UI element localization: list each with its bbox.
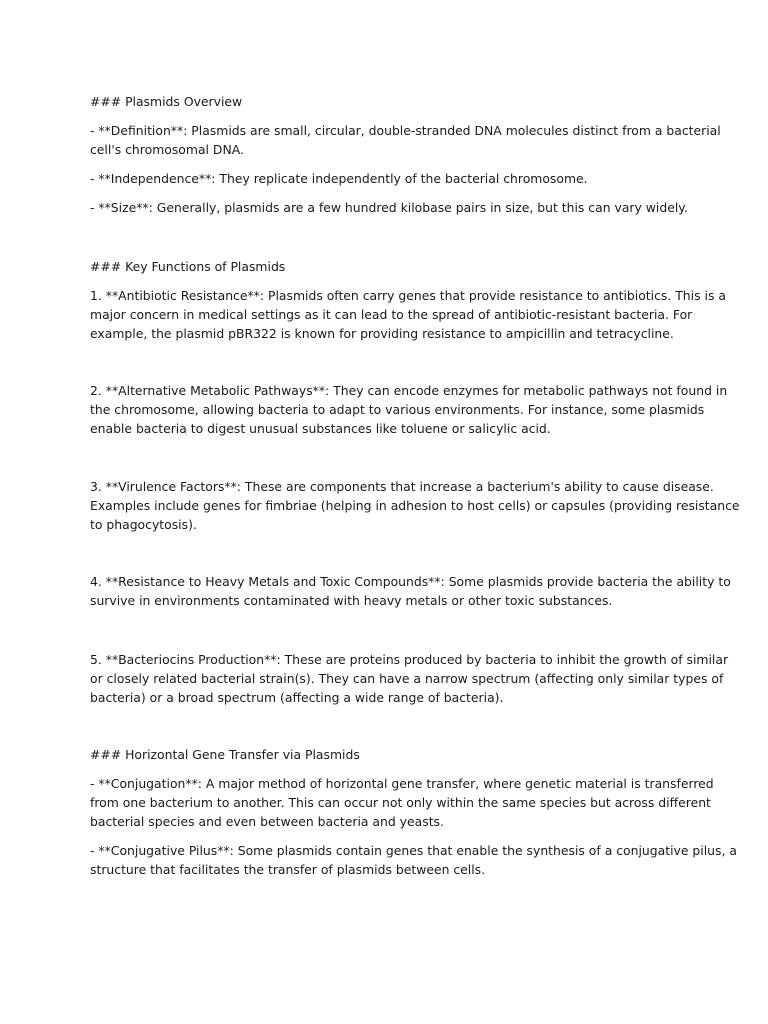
text-line: 1. **Antibiotic Resistance**: Plasmids often carry genes that provide resistance to antibiotics. This is a: [90, 288, 726, 303]
text-line: - **Size**: Generally, plasmids are a few hundred kilobase pairs in size, but this can vary widely.: [90, 200, 688, 215]
text-line: 3. **Virulence Factors**: These are components that increase a bacterium's ability to cause disease.: [90, 479, 714, 494]
text-line: cell's chromosomal DNA.: [90, 142, 244, 157]
text-line: enable bacteria to digest unusual substances like toluene or salicylic acid.: [90, 421, 551, 436]
text-line: survive in environments contaminated with heavy metals or other toxic substances.: [90, 593, 613, 608]
text-line: example, the plasmid pBR322 is known for providing resistance to ampicillin and tetracycline.: [90, 326, 674, 341]
text-line: 2. **Alternative Metabolic Pathways**: They can encode enzymes for metabolic pathways not found in: [90, 383, 728, 398]
text-line: major concern in medical settings as it can lead to the spread of antibiotic-resistant bacteria. For: [90, 307, 693, 322]
text-line: structure that facilitates the transfer of plasmids between cells.: [90, 862, 486, 877]
text-line: - **Conjugation**: A major method of horizontal gene transfer, where genetic material is transferred: [90, 776, 714, 791]
document-page: [90, 0, 740, 1024]
section-heading-key-functions: ### Key Functions of Plasmids: [90, 259, 286, 274]
text-line: or closely related bacterial strain(s). They can have a narrow spectrum (affecting only similar types of: [90, 671, 724, 686]
text-line: - **Independence**: They replicate independently of the bacterial chromosome.: [90, 171, 588, 186]
text-line: Examples include genes for fimbriae (helping in adhesion to host cells) or capsules (providing resistance: [90, 498, 740, 513]
text-line: 5. **Bacteriocins Production**: These are proteins produced by bacteria to inhibit the growth of similar: [90, 652, 729, 667]
text-line: 4. **Resistance to Heavy Metals and Toxic Compounds**: Some plasmids provide bacteria the ability to: [90, 574, 731, 589]
text-line: - **Conjugative Pilus**: Some plasmids contain genes that enable the synthesis of a conjugative pilus, a: [90, 843, 737, 858]
text-line: - **Definition**: Plasmids are small, circular, double-stranded DNA molecules distinct from a bacterial: [90, 123, 721, 138]
section-heading-plasmids-overview: ### Plasmids Overview: [90, 94, 243, 109]
text-line: to phagocytosis).: [90, 517, 197, 532]
text-line: bacterial species and even between bacteria and yeasts.: [90, 814, 444, 829]
section-heading-horizontal-gene-transfer: ### Horizontal Gene Transfer via Plasmids: [90, 747, 360, 762]
text-line: the chromosome, allowing bacteria to adapt to various environments. For instance, some plasmids: [90, 402, 705, 417]
text-line: bacteria) or a broad spectrum (affecting a wide range of bacteria).: [90, 690, 504, 705]
text-line: from one bacterium to another. This can occur not only within the same species but across different: [90, 795, 711, 810]
